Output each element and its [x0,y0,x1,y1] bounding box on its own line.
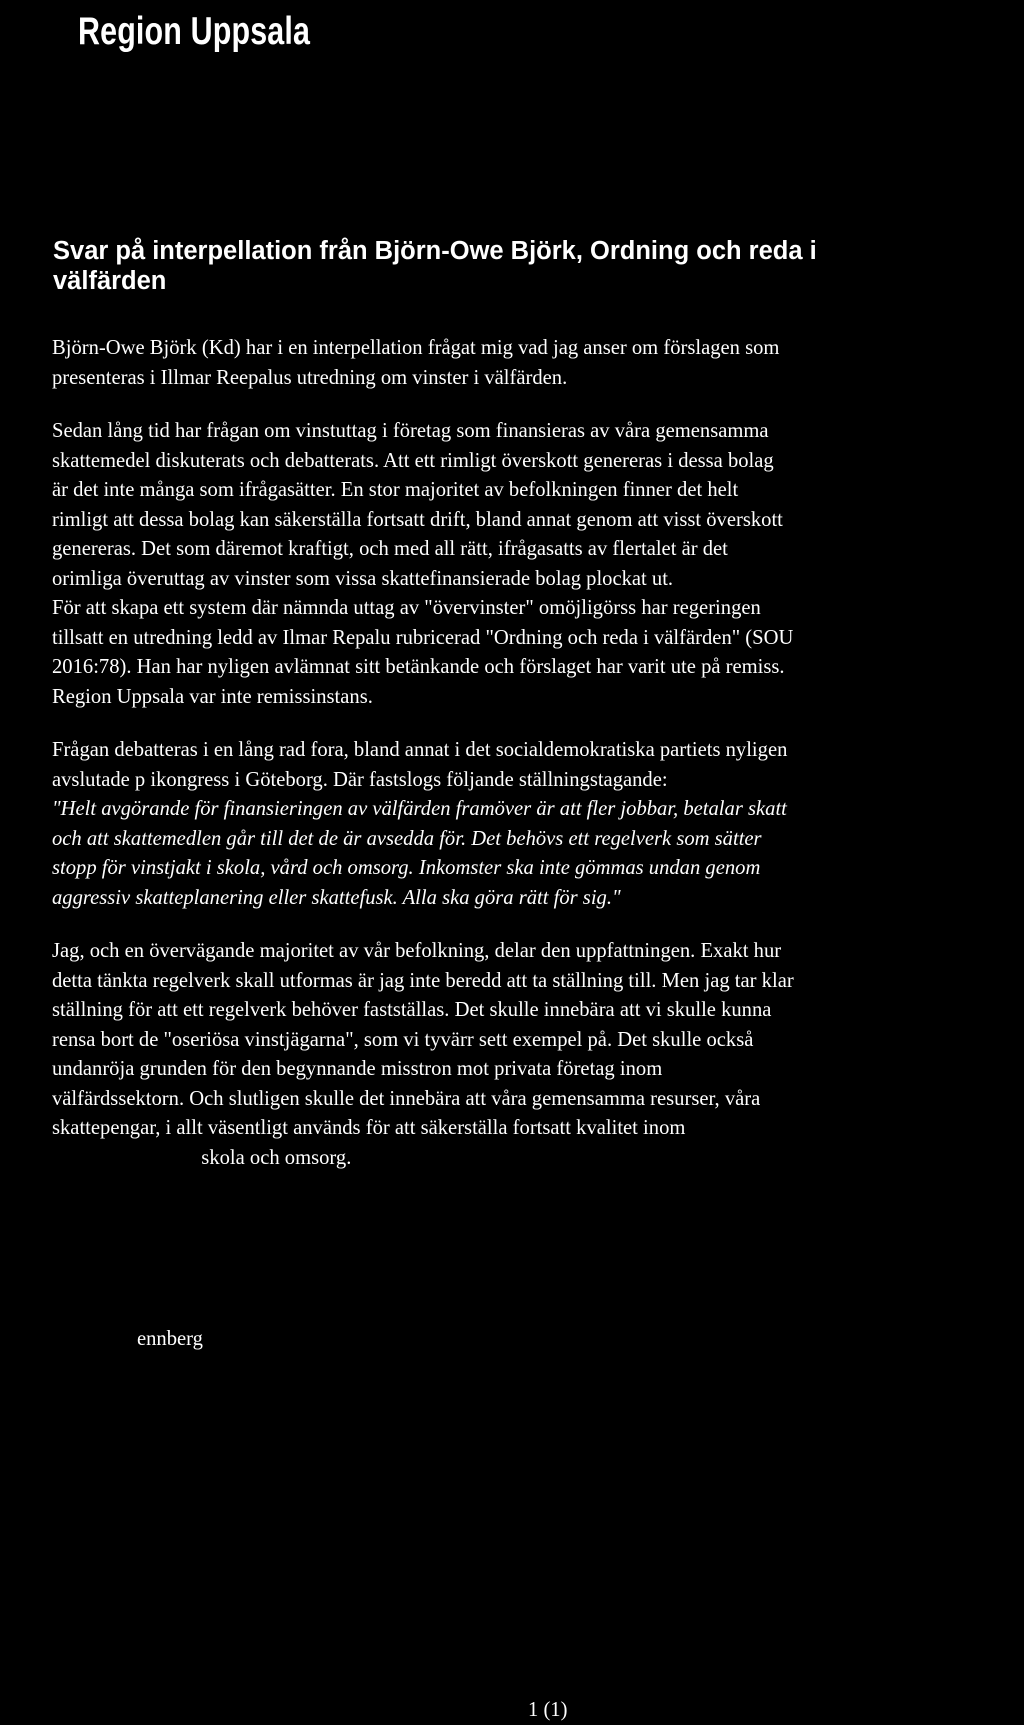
text-line: presenteras i Illmar Reepalus utredning om vinster i välfärden. [52,366,568,389]
text-line: 2016:78). Han har nyligen avlämnat sitt betänkande och förslaget har varit ute på remiss. [52,656,785,678]
text-line: orimliga överuttag av vinster som vissa skattefinansierade bolag plockat ut. [52,567,674,590]
paragraph-position [52,937,1024,1173]
text-line: avslutade p ikongress i Göteborg. Där fastslogs följande ställningstagande: [52,768,668,791]
paragraph-background [52,417,1024,712]
text-line: skola och omsorg. [52,1146,352,1169]
signature-name: ennberg [137,1328,203,1350]
quote-line: aggressiv skatteplanering eller skattefusk. Alla ska göra rätt för sig." [52,886,621,909]
text-line: Björn-Owe Björk (Kd) har i en interpellation frågat mig vad jag anser om förslagen som [52,337,780,359]
page-number: 1 (1) [528,1699,568,1721]
document-title [53,235,1008,294]
paragraph-debate [52,736,1024,913]
text-line: genereras. Det som däremot kraftigt, och med all rätt, ifrågasatts av flertalet är det [52,538,728,560]
text-line: undanröja grunden för den begynnande misstron mot privata företag inom [52,1058,663,1080]
text-line: För att skapa ett system där nämnda uttag av "övervinster" omöjligörss har regeringen [52,597,761,619]
text-line: skattepengar, i allt väsentligt används för att säkerställa fortsatt kvalitet inom [52,1117,686,1139]
quote-line: och att skattemedlen går till det de är avsedda för. Det behövs ett regelverk som sätter [52,827,762,850]
text-line: är det inte många som ifrågasätter. En stor majoritet av befolkningen finner det helt [52,479,739,501]
text-line: Jag, och en övervägande majoritet av vår befolkning, delar den uppfattningen. Exakt hur [52,940,782,962]
text-line: rensa bort de "oseriösa vinstjägarna", som vi tyvärr sett exempel på. Det skulle också [52,1028,754,1051]
text-line: tillsatt en utredning ledd av Ilmar Repalu rubricerad "Ordning och reda i välfärden" (SOU [52,626,794,649]
paragraph-intro [52,334,1024,393]
text-line: Sedan lång tid har frågan om vinstuttag i företag som finansieras av våra gemensamma [52,420,769,442]
text-line: rimligt att dessa bolag kan säkerställa fortsatt drift, bland annat genom att visst överskott [52,508,783,531]
quote-line: stopp för vinstjakt i skola, vård och omsorg. Inkomster ska inte gömmas undan genom [52,857,761,879]
text-line: detta tänkta regelverk skall utformas är jag inte beredd att ta ställning till. Men jag tar klar [52,969,794,992]
quote-line: "Helt avgörande för finansieringen av välfärden framöver är att fler jobbar, betalar skatt [52,798,787,820]
text-line: skattemedel diskuterats och debatterats. Att ett rimligt överskott genereras i dessa bolag [52,449,774,472]
text-line: ställning för att ett regelverk behöver fastställas. Det skulle innebära att vi skulle kunna [52,999,772,1021]
text-line: Frågan debatteras i en lång rad fora, bland annat i det socialdemokratiska partiets nyligen [52,739,788,761]
organization-logo-text: Region Uppsala [78,10,311,53]
title-line: Svar på interpellation från Björn-Owe Björk, Ordning och reda i [53,237,817,265]
title-line: välfärden [53,266,167,295]
text-line: välfärdssektorn. Och slutligen skulle det innebära att våra gemensamma resurser, våra [52,1087,761,1110]
text-line: Region Uppsala var inte remissinstans. [52,685,373,708]
document-body [52,334,1024,1173]
